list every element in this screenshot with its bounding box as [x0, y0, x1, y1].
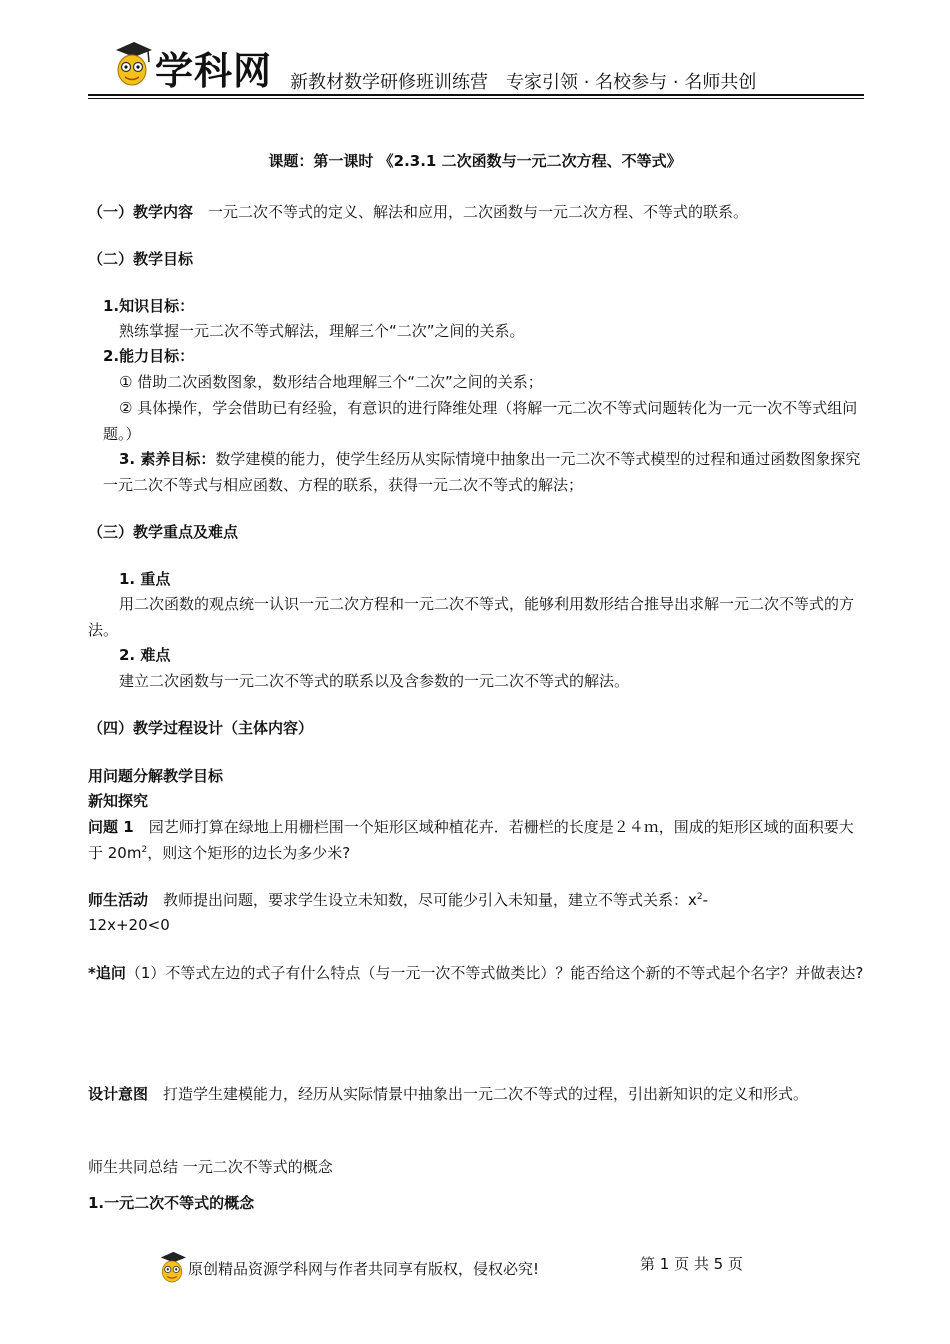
problem-1: [88, 814, 864, 866]
concept-heading: 1.一元二次不等式的概念: [88, 1194, 255, 1212]
activity-text-b: -: [702, 891, 709, 909]
problem-1-label: 问题 1: [88, 818, 134, 836]
design-label: 设计意图: [88, 1085, 149, 1103]
subheading-explore: 新知探究: [88, 792, 149, 810]
mascot-footer-icon: [158, 1250, 186, 1286]
header-tagline: 新教材数学研修班训练营 专家引领 · 名校参与 · 名师共创: [290, 72, 757, 93]
subheading-goals: 用问题分解教学目标: [88, 767, 224, 785]
page-number: 第 1 页 共 5 页: [640, 1255, 743, 1273]
goal-3-text: 数学建模的能力，使学生经历从实际情境中抽象出一元二次不等式模型的过程和通过函数图象探究一元二次不等式与相应函数、方程的联系，获得一元二次不等式的解法；: [103, 450, 861, 494]
key-point-heading: 1. 重点: [119, 570, 171, 588]
followup-label: *追问: [88, 964, 126, 982]
section-4-heading: （四）教学过程设计（主体内容）: [88, 719, 314, 737]
goal-2-item-2: ② 具体操作，学会借助已有经验，有意识的进行降维处理（将解一元二次不等式问题转化为一元一次不等式组问题。）: [103, 399, 858, 443]
activity-sup: 2: [696, 892, 703, 902]
goal-3: [103, 446, 864, 498]
goal-2-heading: 2.能力目标：: [103, 347, 195, 365]
goal-3-heading: 3. 素养目标：: [119, 450, 216, 468]
difficulty-heading: 2. 难点: [119, 646, 171, 664]
followup: [88, 960, 864, 986]
footer-copyright: 原创精品资源学科网与作者共同享有版权，侵权必究!: [188, 1260, 540, 1278]
section-3-heading: （三）教学重点及难点: [88, 523, 239, 541]
section-1-text: 一元二次不等式的定义、解法和应用，二次函数与一元二次方程、不等式的联系。: [208, 203, 749, 221]
page-title: 课题：第一课时 《2.3.1 二次函数与一元二次方程、不等式》: [268, 152, 682, 170]
key-point-text: 用二次函数的观点统一认识一元二次方程和一元二次不等式，能够利用数形结合推导出求解一元二次不等式的方法。: [88, 595, 855, 639]
goal-1-heading: 1.知识目标：: [103, 297, 195, 315]
design-text: 打造学生建模能力，经历从实际情景中抽象出一元二次不等式的过程，引出新知识的定义和形式。: [163, 1085, 809, 1103]
problem-1-text-a: 园艺师打算在绿地上用栅栏围一个矩形区域种植花卉．若栅栏的长度是２４ｍ，围成的矩形区域的面积要大于 20m: [88, 818, 854, 862]
goal-2-item-1: ① 借助二次函数图象，数形结合地理解三个“二次”之间的关系；: [119, 373, 543, 391]
mascot-logo-icon: [112, 40, 152, 90]
summary-line: 师生共同总结 一元二次不等式的概念: [88, 1158, 333, 1176]
header-divider: [88, 94, 864, 96]
design-intent: [88, 1081, 864, 1107]
activity-text-a: 教师提出问题，要求学生设立未知数，尽可能少引入未知量，建立不等式关系：x: [163, 891, 697, 909]
followup-text: （1）不等式左边的式子有什么特点（与一元一次不等式做类比）？能否给这个新的不等式起个名字？并做表达?: [125, 964, 864, 982]
goal-1-text: 熟练掌握一元二次不等式解法，理解三个“二次”之间的关系。: [119, 322, 525, 340]
section-2-heading: （二）教学目标: [88, 250, 194, 268]
difficulty-text: 建立二次函数与一元二次不等式的联系以及含参数的一元二次不等式的解法。: [119, 672, 630, 690]
problem-1-sup: 2: [141, 845, 148, 855]
brand-logo-text: 学科网: [155, 49, 273, 93]
section-1: [88, 199, 748, 225]
section-1-heading: （一）教学内容: [88, 203, 194, 221]
activity-line-2: 12x+20<0: [88, 916, 170, 934]
problem-1-text-b: ，则这个矩形的边长为多少米?: [147, 844, 351, 862]
activity-label: 师生活动: [88, 891, 149, 909]
header-divider-thin: [88, 98, 864, 99]
activity-line-1: [88, 887, 708, 913]
